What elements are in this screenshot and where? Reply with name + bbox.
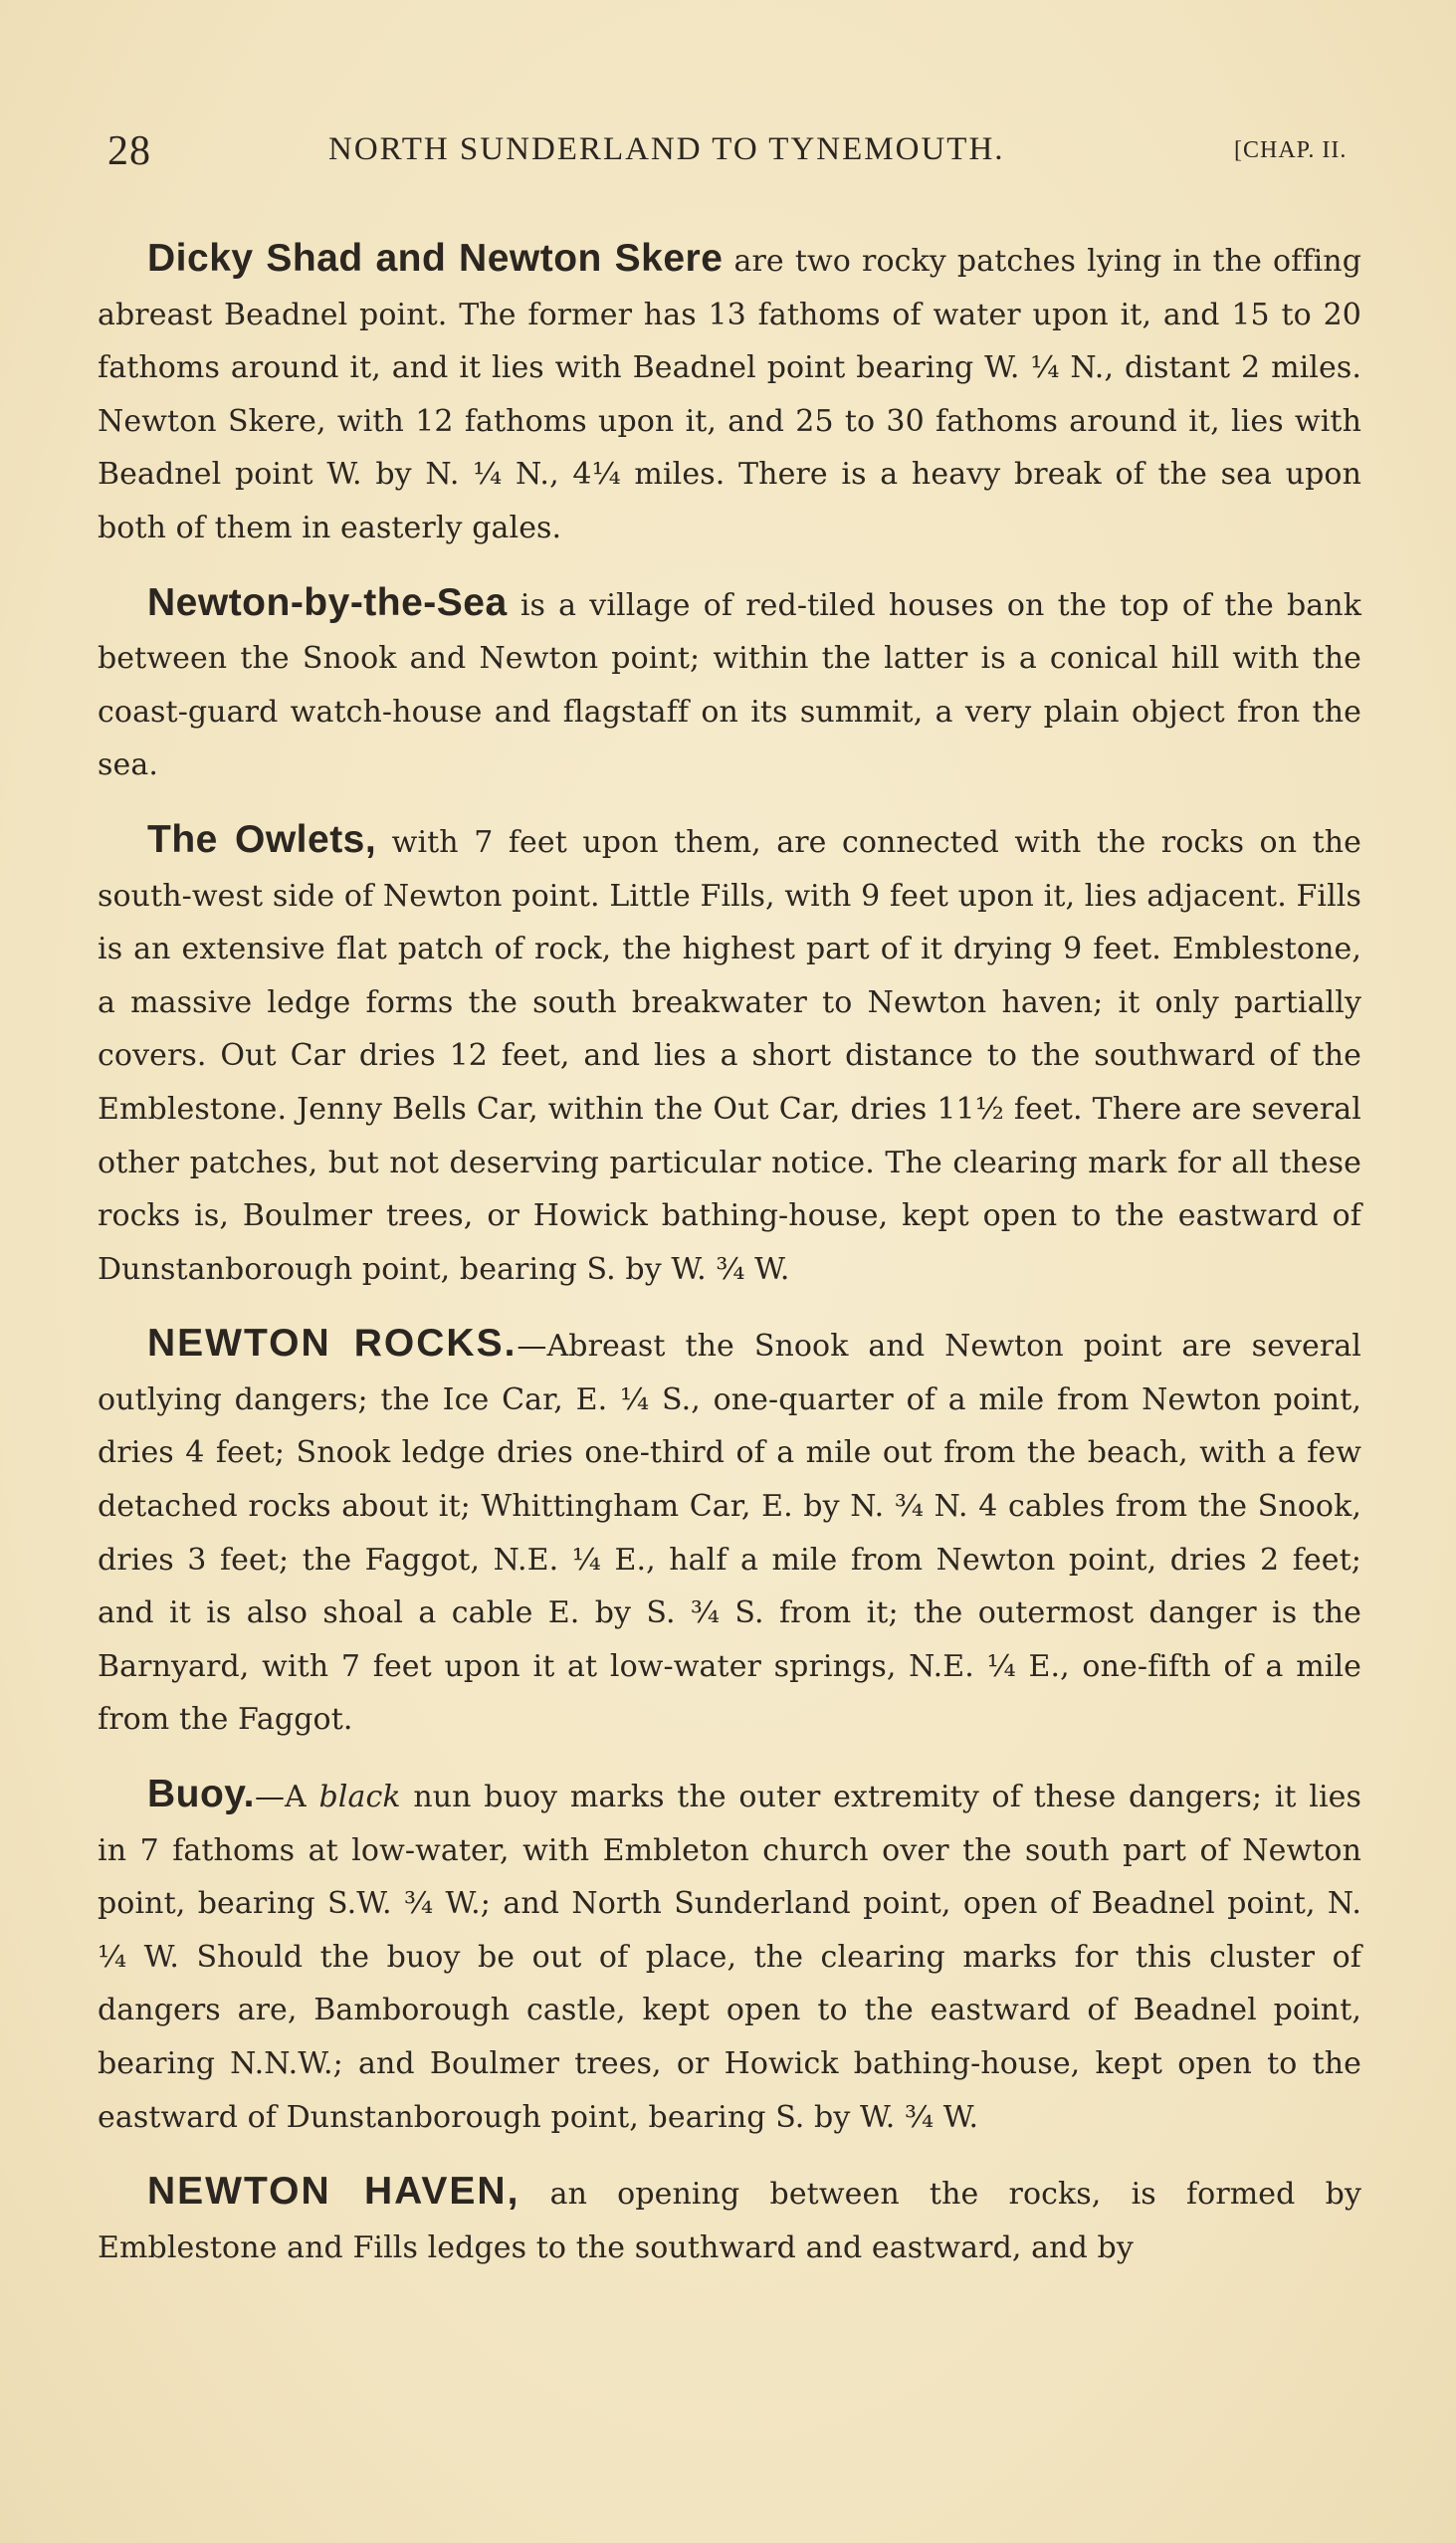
paragraph-dicky-shad [98, 232, 1361, 555]
chapter-reference: [CHAP. II. [1234, 137, 1348, 163]
running-head [100, 127, 1363, 177]
paragraph-text: is a village of red-tiled houses on the top of the bank between the Snook and Newton point; within the latter is a conical hill with the coast-guard watch-house and flagstaff on its summit, a very plain object fron the sea. [98, 587, 1361, 783]
paragraph-text: nun buoy marks the outer extremity of these dangers; it lies in 7 fathoms at low-water, with Embleton church over the south part of Newton point, bearing S.W. ¾ W.; and North Sunderland point, open of Beadnel point, N. ¼ W. Should the buoy be out of place, the clearing marks for this cluster of dangers are, Bamborough castle, kept open to the eastward of Beadnel point, bearing N.N.W.; and Boulmer trees, or Howick bathing-house, kept open to the eastward of Dunstanborough point, bearing S. by W. ¾ W. [98, 1780, 1361, 2135]
paragraph-newton-haven [98, 2165, 1361, 2274]
paragraph-heading: The Owlets, [147, 817, 377, 861]
paragraph-text-lead: —A [254, 1780, 319, 1815]
paragraph-heading: Dicky Shad and Newton Skere [147, 237, 724, 280]
paragraph-heading: Newton-by-the-Sea [147, 580, 508, 624]
paragraph-newton-by-the-sea [98, 576, 1361, 792]
running-title: NORTH SUNDERLAND TO TYNEMOUTH. [328, 131, 1005, 167]
paragraph-emphasis: black [318, 1780, 401, 1815]
paragraph-text: an opening between the rocks, is formed by Emblestone and Fills ledges to the southward and eastward, and by [98, 2177, 1361, 2265]
paragraph-the-owlets [98, 813, 1361, 1296]
paragraph-newton-rocks [98, 1317, 1361, 1747]
paragraph-text: are two rocky patches lying in the offing abreast Beadnel point. The former has 13 fathoms of water upon it, and 15 to 20 fathoms around it, and it lies with Beadnel point bearing W. ¼ N., distant 2 miles. Newton Skere, with 12 fathoms upon it, and 25 to 30 fathoms around it, lies with Beadnel point W. by N. ¼ N., 4¼ miles. There is a heavy break of the sea upon both of them in easterly gales. [98, 244, 1361, 545]
paragraph-buoy [98, 1768, 1361, 2144]
paragraph-text: with 7 feet upon them, are connected with the rocks on the south-west side of Newton point. Little Fills, with 9 feet upon it, lies adjacent. Fills is an extensive flat patch of rock, the highest part of it drying 9 feet. Emblestone, a massive ledge forms the south breakwater to Newton haven; it only partially covers. Out Car dries 12 feet, and lies a short distance to the southward of the Emblestone. Jenny Bells Car, within the Out Car, dries 11½ feet. There are several other patches, but not deserving particular notice. The clearing mark for all these rocks is, Boulmer trees, or Howick bathing-house, kept open to the eastward of Dunstanborough point, bearing S. by W. ¾ W. [98, 824, 1362, 1287]
paragraph-heading: NEWTON HAVEN, [147, 2170, 520, 2214]
paragraph-heading: Buoy. [147, 1773, 255, 1816]
page-number: 28 [107, 128, 151, 174]
paragraph-heading: NEWTON ROCKS. [147, 1322, 518, 1366]
paragraph-text: —Abreast the Snook and Newton point are several outlying dangers; the Ice Car, E. ¼ S., one-quarter of a mile from Newton point, dries 4 feet; Snook ledge dries one-third of a mile out from the beach, with a few detached rocks about it; Whittingham Car, E. by N. ¾ N. 4 cables from the Snook, dries 3 feet; the Faggot, N.E. ¼ E., half a mile from Newton point, dries 2 feet; and it is also shoal a cable E. by S. ¾ S. from it; the outermost danger is the Barnyard, with 7 feet upon it at low-water springs, N.E. ¼ E., one-fifth of a mile from the Faggot. [98, 1329, 1361, 1738]
body-text [98, 232, 1361, 2274]
